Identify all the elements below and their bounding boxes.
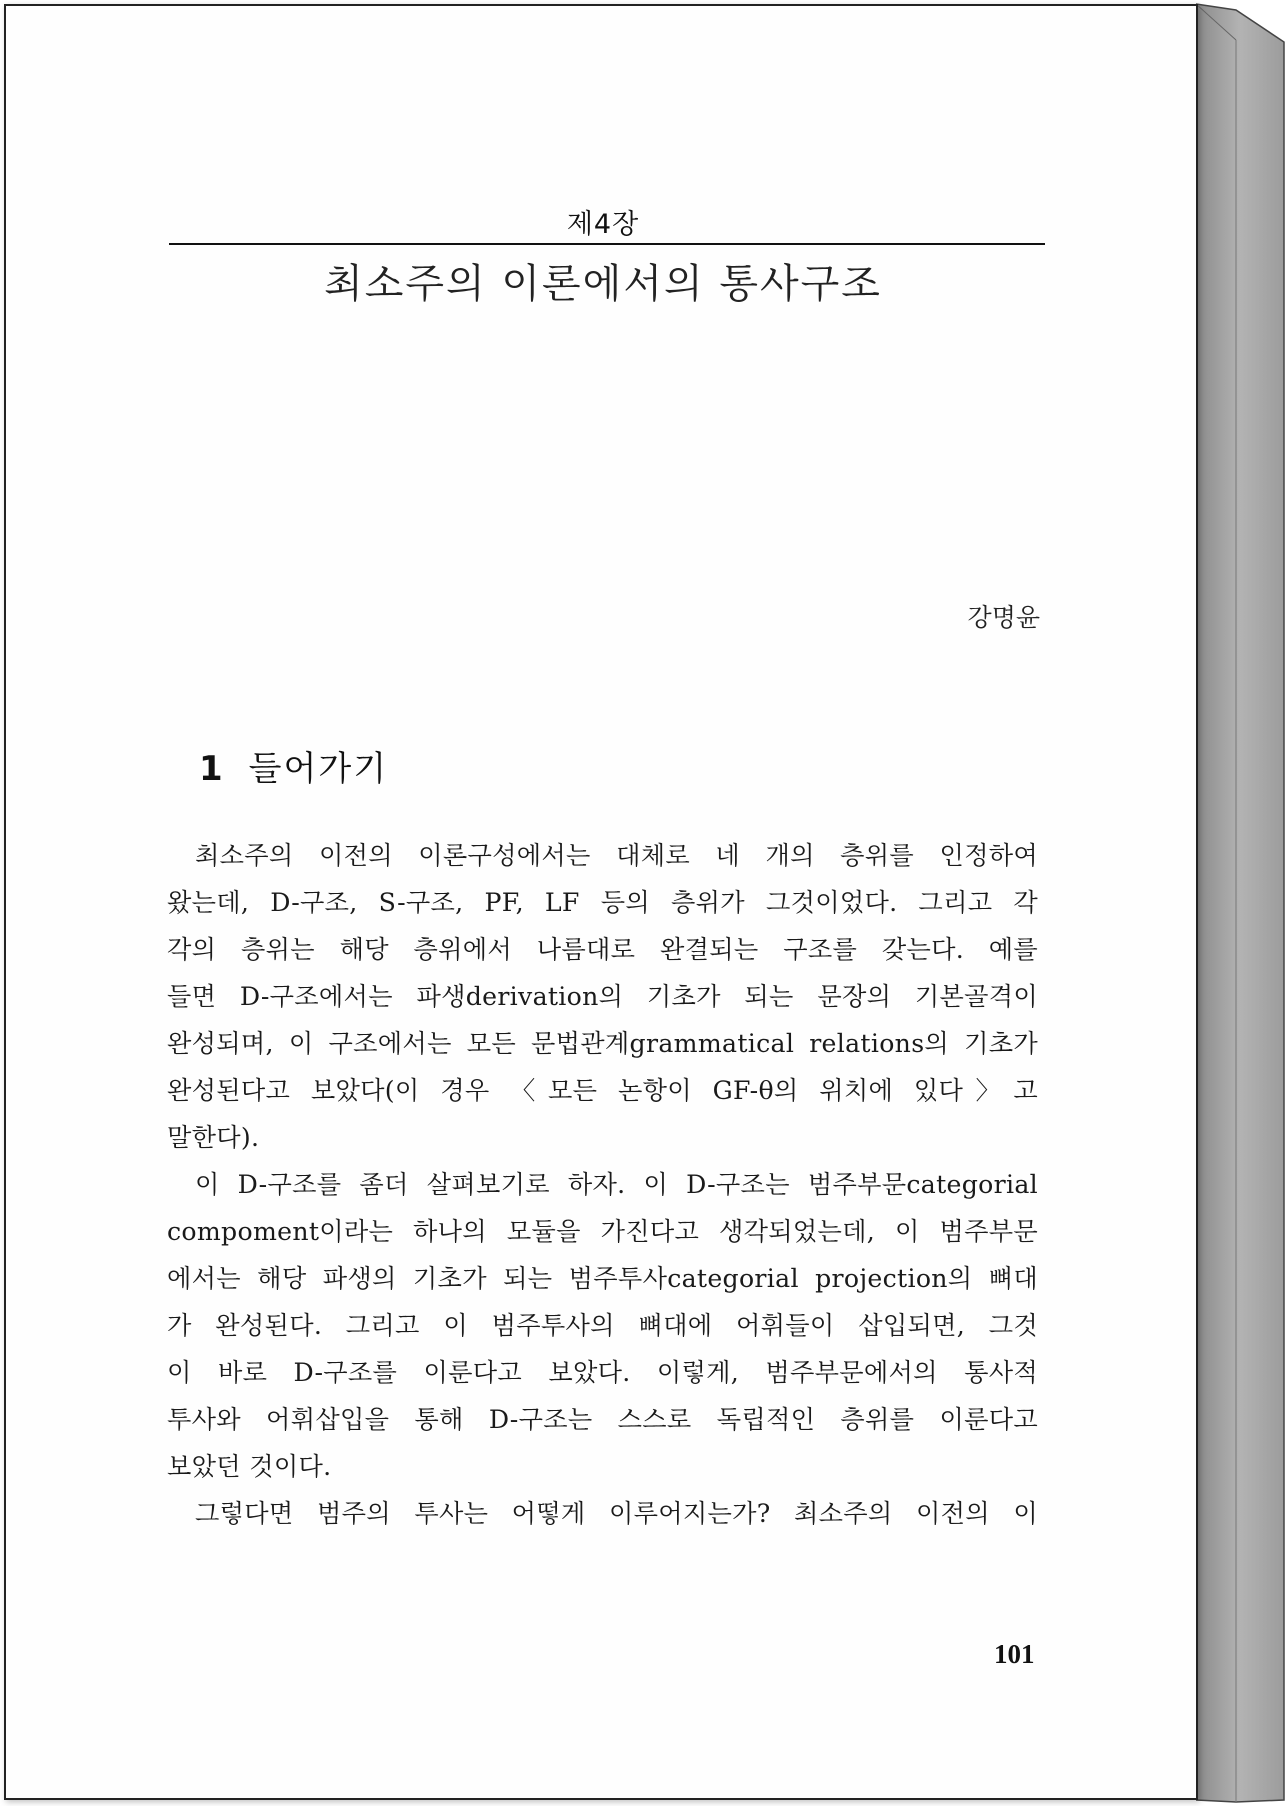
section-title: 들어가기 [248, 749, 389, 789]
text-line: 각의 층위는 해당 층위에서 나름대로 완결되는 구조를 갖는다. 예를 [167, 935, 1038, 964]
text-line: compoment이라는 하나의 모듈을 가진다고 생각되었는데, 이 범주부문 [167, 1217, 1038, 1246]
paragraph-3 [167, 1490, 1038, 1537]
text-line: 이 D-구조를 좀더 살펴보기로 하자. 이 D-구조는 범주부문categorial [195, 1170, 1038, 1199]
text-line: 말한다). [167, 1123, 260, 1152]
body-text [167, 832, 1038, 1537]
book-page [4, 4, 1198, 1800]
chapter-label: 제4장 [566, 209, 640, 240]
text-line: 그렇다면 범주의 투사는 어떻게 이루어지는가? 최소주의 이전의 이 [195, 1499, 1038, 1528]
text-line: 투사와 어휘삽입을 통해 D-구조는 스스로 독립적인 층위를 이룬다고 [167, 1405, 1038, 1434]
text-line: 최소주의 이전의 이론구성에서는 대체로 네 개의 층위를 인정하여 [195, 841, 1038, 870]
text-line: 에서는 해당 파생의 기초가 되는 범주투사categorial projection의 뼈대 [167, 1264, 1038, 1293]
paragraph-1 [167, 832, 1038, 1161]
text-line: 보았던 것이다. [167, 1452, 332, 1481]
author-name: 강명윤 [967, 603, 1040, 632]
text-line: 완성된다고 보았다(이 경우 〈모든 논항이 GF-θ의 위치에 있다〉고 [167, 1076, 1038, 1105]
chapter-rule [169, 243, 1045, 245]
text-line: 왔는데, D-구조, S-구조, PF, LF 등의 층위가 그것이었다. 그리고 각 [167, 888, 1038, 917]
text-line: 가 완성된다. 그리고 이 범주투사의 뼈대에 어휘들이 삽입되면, 그것 [167, 1311, 1038, 1340]
book-edge [1196, 0, 1285, 1806]
section-number: 1 [199, 749, 223, 789]
paragraph-2 [167, 1161, 1038, 1490]
text-line: 이 바로 D-구조를 이룬다고 보았다. 이렇게, 범주부문에서의 통사적 [167, 1358, 1038, 1387]
page-number: 101 [994, 1639, 1035, 1669]
text-line: 들면 D-구조에서는 파생derivation의 기초가 되는 문장의 기본골격이 [167, 982, 1038, 1011]
chapter-title: 최소주의 이론에서의 통사구조 [324, 261, 882, 307]
section-heading [199, 741, 388, 790]
text-line: 완성되며, 이 구조에서는 모든 문법관계grammatical relations의 기초가 [167, 1029, 1038, 1058]
